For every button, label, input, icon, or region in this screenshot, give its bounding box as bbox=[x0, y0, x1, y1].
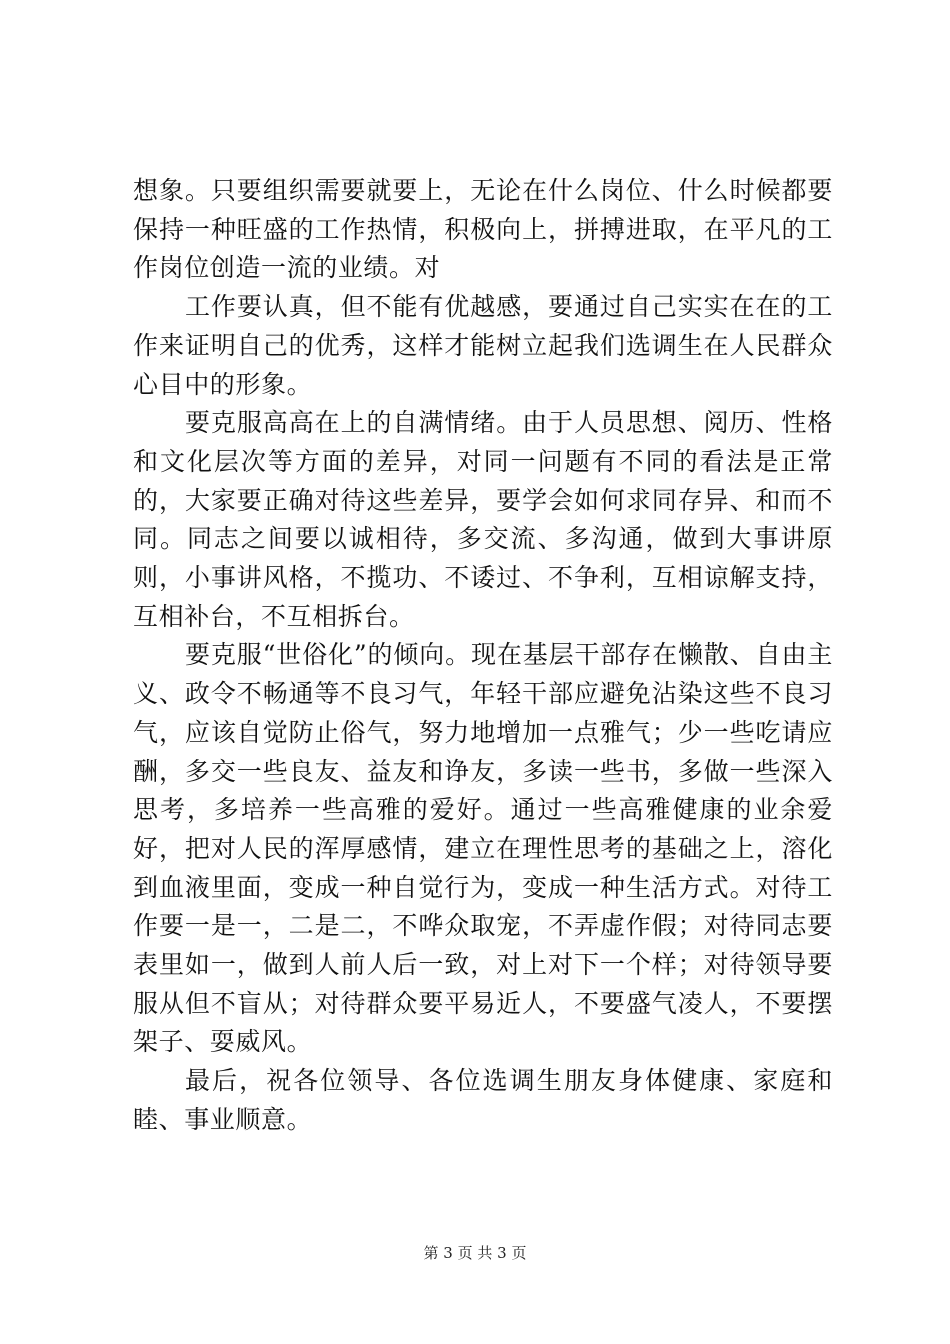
paragraph-1: 想象。只要组织需要就要上，无论在什么岗位、什么时候都要保持一种旺盛的工作热情，积极向上，拼搏进取，在平凡的工作岗位创造一流的业绩。对 bbox=[133, 176, 833, 283]
paragraph-2: 工作要认真，但不能有优越感，要通过自己实实在在的工作来证明自己的优秀，这样才能树立起我们选调生在人民群众心目中的形象。 bbox=[133, 292, 833, 399]
body-text bbox=[133, 172, 833, 1140]
paragraph-5: 最后，祝各位领导、各位选调生朋友身体健康、家庭和睦、事业顺意。 bbox=[133, 1066, 833, 1134]
paragraph-3: 要克服高高在上的自满情绪。由于人员思想、阅历、性格和文化层次等方面的差异，对同一问题有不同的看法是正常的，大家要正确对待这些差异，要学会如何求同存异、和而不同。同志之间要以诚相待，多交流、多沟通，做到大事讲原则，小事讲风格，不揽功、不诿过、不争利，互相谅解支持，互相补台，不互相拆台。 bbox=[133, 408, 833, 631]
page-footer bbox=[0, 1243, 950, 1263]
page-number: 第 3 页 共 3 页 bbox=[423, 1244, 527, 1262]
paragraph-4: 要克服“世俗化”的倾向。现在基层干部存在懒散、自由主义、政令不畅通等不良习气，年轻干部应避免沾染这些不良习气，应该自觉防止俗气，努力地增加一点雅气；少一些吃请应酬，多交一些良友、益友和诤友，多读一些书，多做一些深入思考，多培养一些高雅的爱好。通过一些高雅健康的业余爱好，把对人民的浑厚感情，建立在理性思考的基础之上，溶化到血液里面，变成一种自觉行为，变成一种生活方式。对待工作要一是一，二是二，不哗众取宠，不弄虚作假；对待同志要表里如一，做到人前人后一致，对上对下一个样；对待领导要服从但不盲从；对待群众要平易近人，不要盛气凌人，不要摆架子、耍威风。 bbox=[133, 640, 833, 1057]
